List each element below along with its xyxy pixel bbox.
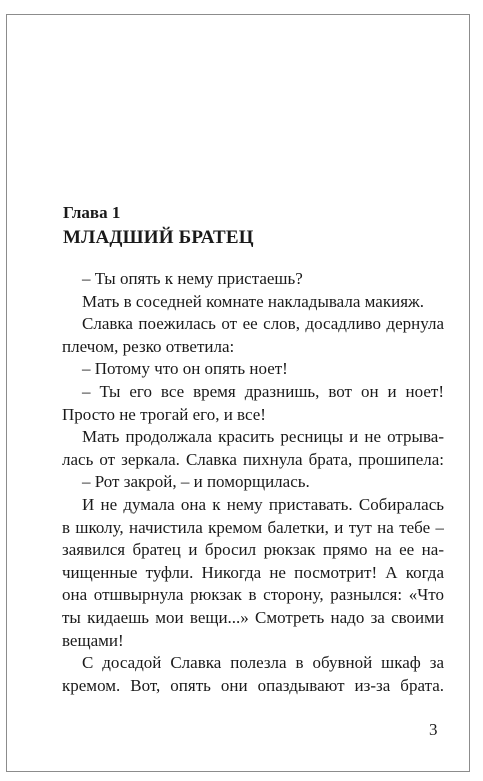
- text-line: Просто не трогай его, и все!: [62, 404, 266, 424]
- text-line: ты кидаешь мои вещи...» Смотреть надо за своими: [62, 607, 444, 627]
- text-line: – Ты его все время дразнишь, вот он и ноет!: [82, 381, 444, 401]
- text-line: вещами!: [62, 630, 124, 650]
- text-line: заявился братец и бросил рюкзак прямо на ее на-: [62, 540, 444, 560]
- text-line: Мать продолжала красить ресницы и не отрыва-: [82, 427, 444, 447]
- chapter-number: Глава 1: [63, 203, 121, 222]
- text-line: – Ты опять к нему пристаешь?: [82, 269, 303, 288]
- text-line: – Потому что он опять ноет!: [82, 359, 288, 379]
- page-number: 3: [429, 720, 438, 739]
- chapter-body: [62, 268, 444, 697]
- text-line: лась от зеркала. Славка пихнула брата, прошипела:: [62, 449, 444, 469]
- text-line: – Рот закрой, – и поморщилась.: [82, 472, 310, 492]
- text-line: плечом, резко ответила:: [62, 336, 235, 356]
- text-line: И не думала она к нему приставать. Собиралась: [82, 494, 444, 514]
- text-line: она отшвырнула рюкзак в сторону, разнылся: «Что: [62, 585, 444, 605]
- chapter-title: МЛАДШИЙ БРАТЕЦ: [63, 227, 254, 248]
- text-line: в школу, начистила кремом балетки, и тут на тебе –: [62, 517, 444, 537]
- text-line: Мать в соседней комнате накладывала макияж.: [82, 291, 425, 311]
- text-line: чищенные туфли. Никогда не посмотрит! А когда: [62, 562, 444, 582]
- text-line: кремом. Вот, опять они опаздывают из-за брата.: [62, 675, 444, 695]
- text-line: С досадой Славка полезла в обувной шкаф за: [82, 653, 444, 673]
- text-line: Славка поежилась от ее слов, досадливо дернула: [82, 314, 444, 334]
